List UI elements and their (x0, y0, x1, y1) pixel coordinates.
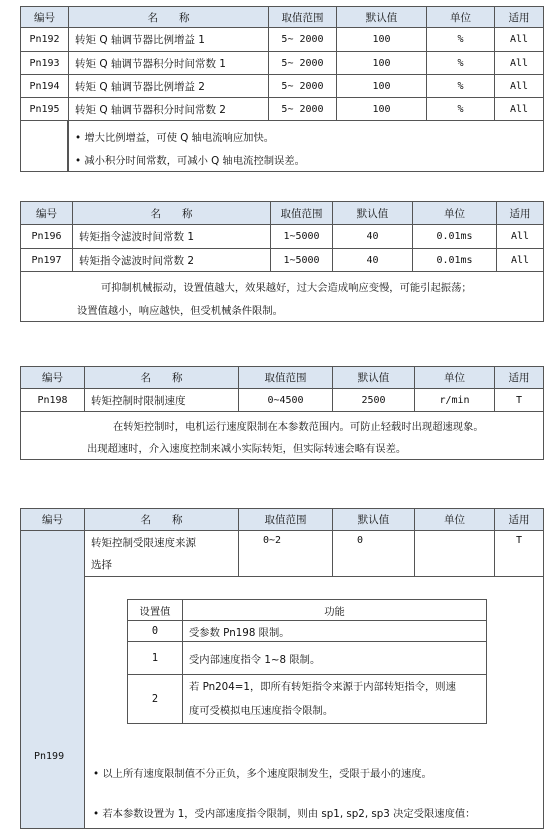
param-unit (414, 530, 494, 576)
param-name: 转矩指令滤波时间常数 1 (72, 224, 270, 248)
header-unit: 单位 (414, 366, 494, 388)
header-range: 取值范围 (238, 508, 332, 530)
param-applies: T (494, 388, 544, 411)
inner-function-line: 若 Pn204=1，即所有转矩指令来源于内部转矩指令，则速 (189, 681, 456, 693)
param-unit: % (426, 97, 494, 120)
param-name: 转矩 Q 轴调节器比例增益 2 (68, 74, 268, 97)
note-line: • 若本参数设置为 1，受内部速度指令限制，则由 sp1, sp2, sp3 决定受限速度值： (93, 808, 476, 820)
param-code: Pn194 (20, 74, 68, 97)
notes-cell (68, 120, 544, 171)
inner-setting: 2 (127, 674, 183, 724)
table-row (20, 224, 544, 248)
param-name: 转矩控制时限制速度 (84, 388, 238, 411)
inner-setting: 1 (127, 641, 183, 675)
inner-function: 受参数 Pn198 限制。 (182, 620, 487, 642)
header-unit: 单位 (426, 6, 494, 27)
table-row (20, 74, 544, 97)
table-row (20, 248, 544, 271)
param-applies: All (496, 248, 544, 271)
table-header-row (20, 201, 544, 224)
header-default: 默认值 (332, 201, 412, 224)
param-default: 40 (332, 224, 412, 248)
param-name-line: 选择 (91, 558, 112, 571)
notes-cell (20, 411, 544, 459)
param-unit: 0.01ms (412, 224, 496, 248)
header-name: 名 称 (68, 6, 268, 27)
inner-function (182, 674, 487, 724)
param-default: 2500 (332, 388, 414, 411)
notes-cell (20, 271, 544, 321)
param-name: 转矩 Q 轴调节器比例增益 1 (68, 27, 268, 51)
notes-empty-cell (20, 271, 72, 296)
note-line: 在转矩控制时，电机运行速度限制在本参数范围内。可防止轻载时出现超速现象。 (113, 421, 484, 433)
param-range: 5~ 2000 (268, 74, 336, 97)
table-header-row (20, 6, 544, 27)
param-applies: All (494, 97, 544, 120)
inner-setting: 0 (127, 620, 183, 642)
header-range: 取值范围 (268, 6, 336, 27)
param-name-line: 转矩控制受限速度来源 (91, 536, 196, 549)
note-line: • 以上所有速度限制值不分正负，多个速度限制发生，受限于最小的速度。 (93, 768, 432, 780)
header-unit: 单位 (412, 201, 496, 224)
notes-empty-cell (20, 120, 68, 171)
param-default: 0 (332, 530, 414, 576)
param-unit: 0.01ms (412, 248, 496, 271)
note-line: 可抑制机械振动，设置值越大，效果越好，过大会造成响应变慢，可能引起振荡； (101, 282, 472, 294)
header-applies: 适用 (494, 508, 544, 530)
description-cell (84, 576, 544, 828)
param-code: Pn196 (20, 224, 72, 248)
param-code: Pn199 (34, 751, 65, 762)
header-default: 默认值 (332, 508, 414, 530)
header-range: 取值范围 (270, 201, 332, 224)
param-applies: All (494, 74, 544, 97)
param-name: 转矩指令滤波时间常数 2 (72, 248, 270, 271)
param-range: 1~5000 (270, 224, 332, 248)
param-unit: % (426, 27, 494, 51)
param-default: 100 (336, 51, 426, 74)
param-default: 40 (332, 248, 412, 271)
table-bottom-border (20, 321, 544, 322)
note-line: 出现超速时，介入速度控制来减小实际转矩，但实际转速会略有误差。 (87, 443, 407, 455)
header-range: 取值范围 (238, 366, 332, 388)
header-default: 默认值 (332, 366, 414, 388)
table-bottom-border (20, 459, 544, 460)
param-range: 5~ 2000 (268, 27, 336, 51)
param-unit: r/min (414, 388, 494, 411)
notes-empty-cell (20, 411, 84, 459)
param-code: Pn197 (20, 248, 72, 271)
param-name-cell (84, 530, 238, 576)
table-row (20, 530, 544, 576)
param-name: 转矩 Q 轴调节器积分时间常数 2 (68, 97, 268, 120)
header-applies: 适用 (494, 6, 544, 27)
param-default: 100 (336, 74, 426, 97)
header-default: 默认值 (336, 6, 426, 27)
header-unit: 单位 (414, 508, 494, 530)
note-line: • 增大比例增益，可使 Q 轴电流响应加快。 (75, 132, 275, 144)
header-code: 编号 (20, 201, 72, 224)
inner-header-setting: 设置值 (127, 599, 183, 621)
param-applies: All (494, 51, 544, 74)
header-code: 编号 (20, 6, 68, 27)
header-name: 名 称 (72, 201, 270, 224)
table-row (20, 388, 544, 411)
header-code: 编号 (20, 508, 84, 530)
param-default: 100 (336, 97, 426, 120)
settings-table (127, 599, 487, 729)
param-applies: All (494, 27, 544, 51)
table-row (20, 97, 544, 120)
param-name: 转矩 Q 轴调节器积分时间常数 1 (68, 51, 268, 74)
table-header-row (20, 366, 544, 388)
note-line: • 减小积分时间常数，可减小 Q 轴电流控制误差。 (75, 155, 305, 167)
param-unit: % (426, 74, 494, 97)
inner-function: 受内部速度指令 1~8 限制。 (182, 641, 487, 675)
param-code: Pn192 (20, 27, 68, 51)
param-code: Pn195 (20, 97, 68, 120)
table-bottom-border (20, 171, 544, 172)
param-range: 1~5000 (270, 248, 332, 271)
param-code: Pn198 (20, 388, 84, 411)
param-range: 5~ 2000 (268, 97, 336, 120)
header-name: 名 称 (84, 508, 238, 530)
param-range: 5~ 2000 (268, 51, 336, 74)
param-default: 100 (336, 27, 426, 51)
param-applies: All (496, 224, 544, 248)
param-code: Pn193 (20, 51, 68, 74)
header-name: 名 称 (84, 366, 238, 388)
param-range: 0~2 (238, 530, 332, 576)
header-code: 编号 (20, 366, 84, 388)
header-applies: 适用 (494, 366, 544, 388)
param-unit: % (426, 51, 494, 74)
param-range: 0~4500 (238, 388, 332, 411)
note-line: 设置值越小，响应越快，但受机械条件限制。 (77, 305, 283, 317)
table-row (20, 51, 544, 74)
header-applies: 适用 (496, 201, 544, 224)
param-applies: T (494, 530, 544, 576)
table-header-row (20, 508, 544, 530)
table-row (20, 27, 544, 51)
inner-function-line: 度可受模拟电压速度指令限制。 (189, 705, 334, 717)
inner-header-function: 功能 (182, 599, 487, 621)
